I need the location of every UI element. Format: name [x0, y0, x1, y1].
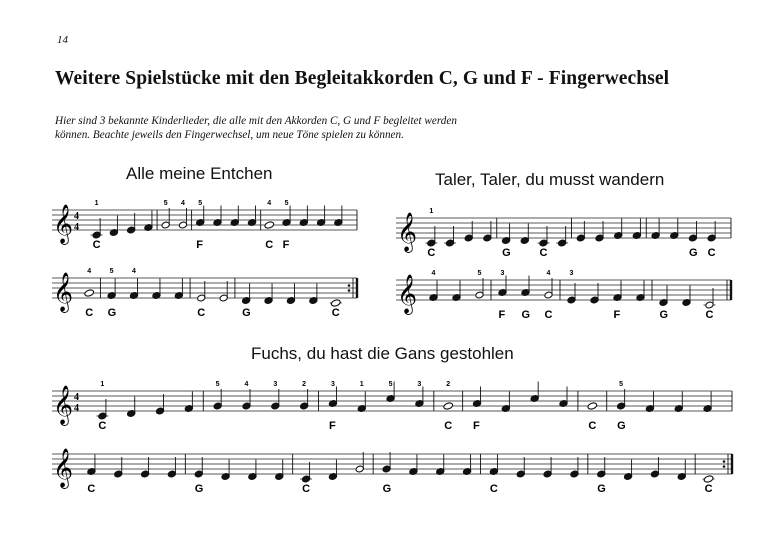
finger-number: 3	[273, 381, 278, 388]
treble-clef: 𝄞	[53, 448, 74, 488]
staff-alle-meine-entchen-line-2	[52, 266, 362, 326]
chord-symbol: G	[688, 247, 698, 259]
finger-number: 1	[359, 381, 364, 388]
note-head	[587, 402, 598, 410]
finger-number: 5	[198, 200, 203, 207]
staff-taler-taler-line-2	[396, 266, 736, 326]
finger-number: 5	[215, 381, 220, 388]
chord-symbol: C	[87, 483, 96, 495]
finger-number: 4	[132, 268, 136, 275]
chord-symbol: C	[704, 483, 713, 495]
finger-number: 4	[546, 270, 551, 277]
finger-number: 3	[569, 270, 574, 277]
finger-number: 5	[109, 268, 114, 275]
finger-number: 4	[180, 200, 185, 207]
chord-symbol: G	[502, 247, 511, 259]
chord-symbol: G	[521, 309, 531, 321]
chord-symbol: F	[613, 309, 621, 321]
chord-symbol: G	[659, 309, 669, 321]
chord-symbol: F	[196, 239, 203, 251]
finger-number: 3	[330, 381, 335, 388]
treble-clef: 𝄞	[397, 274, 418, 314]
finger-number: 4	[431, 270, 436, 277]
song-title-fuchs: Fuchs, du hast die Gans gestohlen	[251, 344, 514, 363]
chord-symbol: C	[427, 247, 436, 259]
song-title-taler-taler: Taler, Taler, du musst wandern	[435, 170, 665, 189]
chord-symbol: C	[85, 307, 94, 319]
chord-symbol: C	[489, 483, 498, 495]
note-head	[703, 475, 714, 483]
chord-symbol: G	[382, 483, 392, 495]
finger-number: 1	[429, 208, 434, 215]
chord-symbol: F	[282, 239, 290, 251]
time-signature-bottom: 4	[74, 222, 79, 233]
repeat-dot	[723, 465, 726, 468]
intro-line-2: können. Beachte jeweils den Fingerwechsel, um neue Töne spielen zu können.	[55, 129, 404, 141]
staff-fuchs-line-2	[52, 438, 742, 500]
finger-number: 4	[244, 381, 249, 388]
staff-alle-meine-entchen-line-1	[52, 196, 362, 256]
chord-symbol: C	[197, 307, 206, 319]
song-title-alle-meine-entchen: Alle meine Entchen	[126, 164, 273, 183]
finger-number: 5	[477, 270, 482, 277]
chord-symbol: F	[473, 420, 480, 432]
note-head	[264, 221, 275, 229]
finger-number: 4	[87, 268, 92, 275]
finger-number: 1	[100, 381, 105, 388]
time-signature-top: 4	[74, 211, 79, 222]
finger-number: 2	[302, 381, 307, 388]
finger-number: 3	[500, 270, 505, 277]
note-head	[84, 289, 95, 297]
note-head	[331, 299, 342, 307]
chord-symbol: G	[107, 307, 117, 319]
finger-number: 3	[417, 381, 422, 388]
finger-number: 4	[267, 200, 272, 207]
repeat-dot	[723, 460, 726, 463]
page-heading: Weitere Spielstücke mit den Begleitakkorden C, G und F - Fingerwechsel	[55, 68, 670, 89]
staff-fuchs-line-1	[52, 375, 742, 437]
chord-symbol: C	[331, 307, 340, 319]
staff-taler-taler-line-1	[396, 202, 736, 264]
finger-number: 5	[163, 200, 168, 207]
chord-symbol: G	[194, 483, 204, 495]
chord-symbol: C	[588, 420, 597, 432]
note-head	[443, 402, 454, 410]
repeat-dot	[348, 284, 351, 287]
chord-symbol: C	[539, 247, 548, 259]
chord-symbol: G	[597, 483, 606, 495]
chord-symbol: C	[98, 420, 107, 432]
chord-symbol: F	[328, 420, 336, 432]
finger-number: 5	[284, 200, 289, 207]
repeat-dot	[348, 289, 351, 292]
intro-line-1: Hier sind 3 bekannte Kinderlieder, die alle mit den Akkorden C, G und F begleitet werden	[55, 115, 457, 127]
finger-number: 5	[619, 381, 624, 388]
chord-symbol: C	[265, 239, 274, 251]
chord-symbol: G	[617, 420, 626, 432]
chord-symbol: C	[544, 309, 553, 321]
chord-symbol: F	[498, 309, 506, 321]
finger-number: 5	[388, 381, 393, 388]
chord-symbol: G	[242, 307, 251, 319]
page-number: 14	[57, 34, 68, 46]
finger-number: 2	[446, 381, 451, 388]
time-signature-top: 4	[74, 392, 79, 403]
treble-clef: 𝄞	[53, 204, 74, 244]
chord-symbol: C	[444, 420, 453, 432]
chord-symbol: C	[92, 239, 101, 251]
chord-symbol: C	[705, 309, 714, 321]
chord-symbol: C	[302, 483, 311, 495]
chord-symbol: C	[707, 247, 716, 259]
time-signature-bottom: 4	[74, 403, 79, 414]
treble-clef: 𝄞	[397, 212, 418, 252]
treble-clef: 𝄞	[53, 272, 74, 312]
treble-clef: 𝄞	[53, 385, 74, 425]
finger-number: 1	[94, 200, 99, 207]
intro-text	[55, 114, 575, 142]
